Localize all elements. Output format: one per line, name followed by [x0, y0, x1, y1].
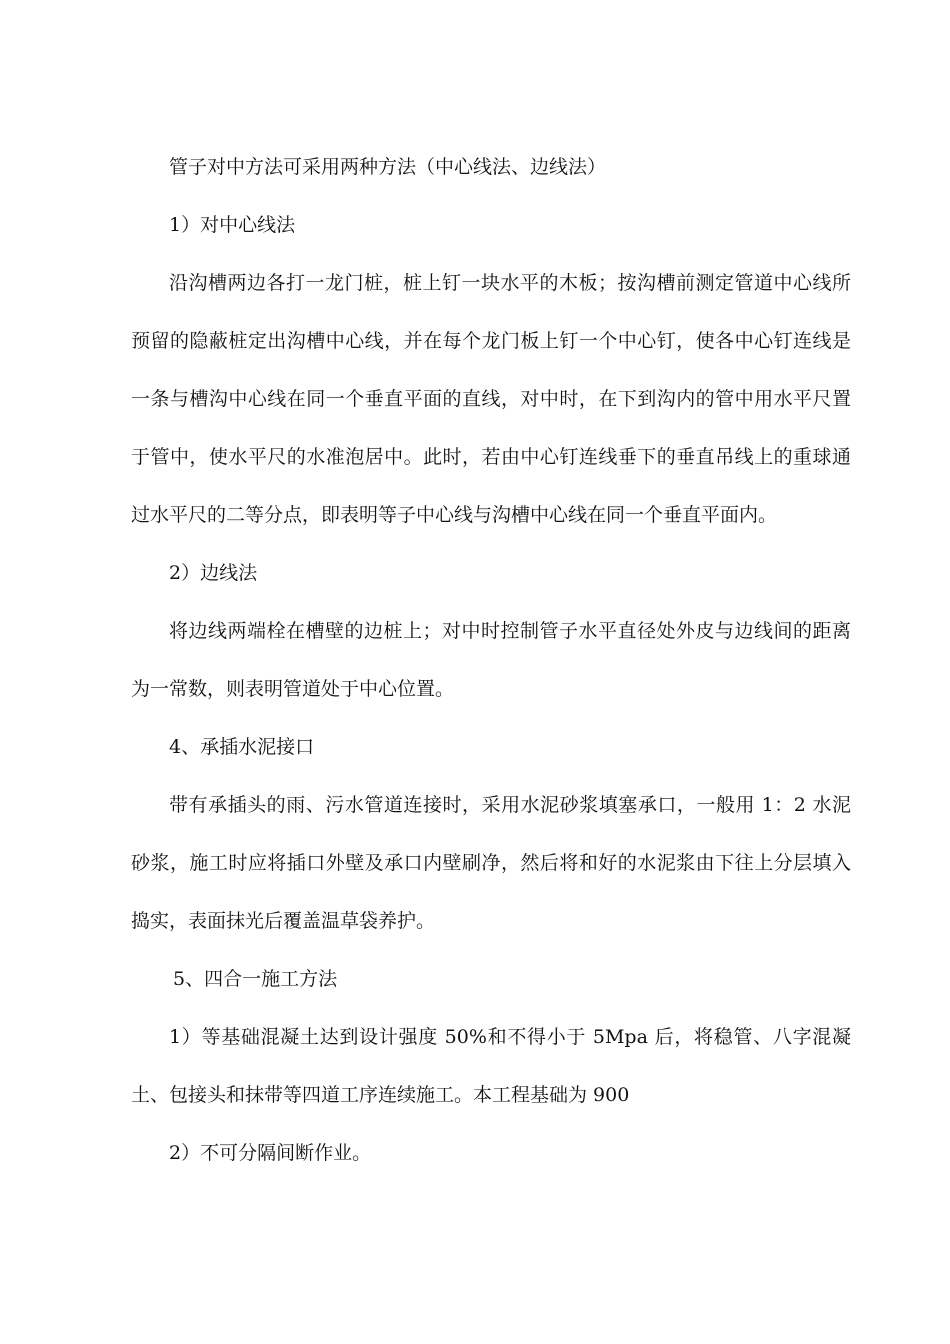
heading-socket-cement-joint: 4、承插水泥接口 [169, 736, 315, 758]
paragraph-four-in-one-step-1: 1）等基础混凝土达到设计强度 50%和不得小于 5Mpa 后，将稳管、八字混凝土、包接头和抹带等四道工序连续施工。本工程基础为 900 [131, 1026, 851, 1106]
heading-centerline-method: 1）对中心线法 [169, 214, 296, 236]
paragraph-four-in-one-step-2: 2）不可分隔间断作业。 [169, 1142, 372, 1164]
paragraph-socket-cement-joint: 带有承插头的雨、污水管道连接时，采用水泥砂浆填塞承口，一般用 1：2 水泥砂浆，施工时应将插口外壁及承口内壁刷净，然后将和好的水泥浆由下往上分层填入捣实，表面抹光后覆盖温草袋养护。 [131, 794, 851, 932]
paragraph-edge-line-method: 将边线两端栓在槽壁的边桩上；对中时控制管子水平直径处外皮与边线间的距离为一常数，则表明管道处于中心位置。 [131, 620, 851, 700]
document-body [131, 138, 851, 1182]
heading-edge-line-method: 2）边线法 [169, 562, 258, 584]
paragraph-centerline-method: 沿沟槽两边各打一龙门桩，桩上钉一块水平的木板；按沟槽前测定管道中心线所预留的隐蔽桩定出沟槽中心线，并在每个龙门板上钉一个中心钉，使各中心钉连线是一条与槽沟中心线在同一个垂直平面的直线，对中时，在下到沟内的管中用水平尺置于管中，使水平尺的水准泡居中。此时，若由中心钉连线垂下的垂直吊线上的重球通过水平尺的二等分点，即表明等子中心线与沟槽中心线在同一个垂直平面内。 [131, 272, 851, 526]
paragraph-pipe-alignment-intro: 管子对中方法可采用两种方法（中心线法、边线法） [169, 156, 607, 178]
heading-four-in-one-method: 5、四合一施工方法 [173, 968, 338, 990]
